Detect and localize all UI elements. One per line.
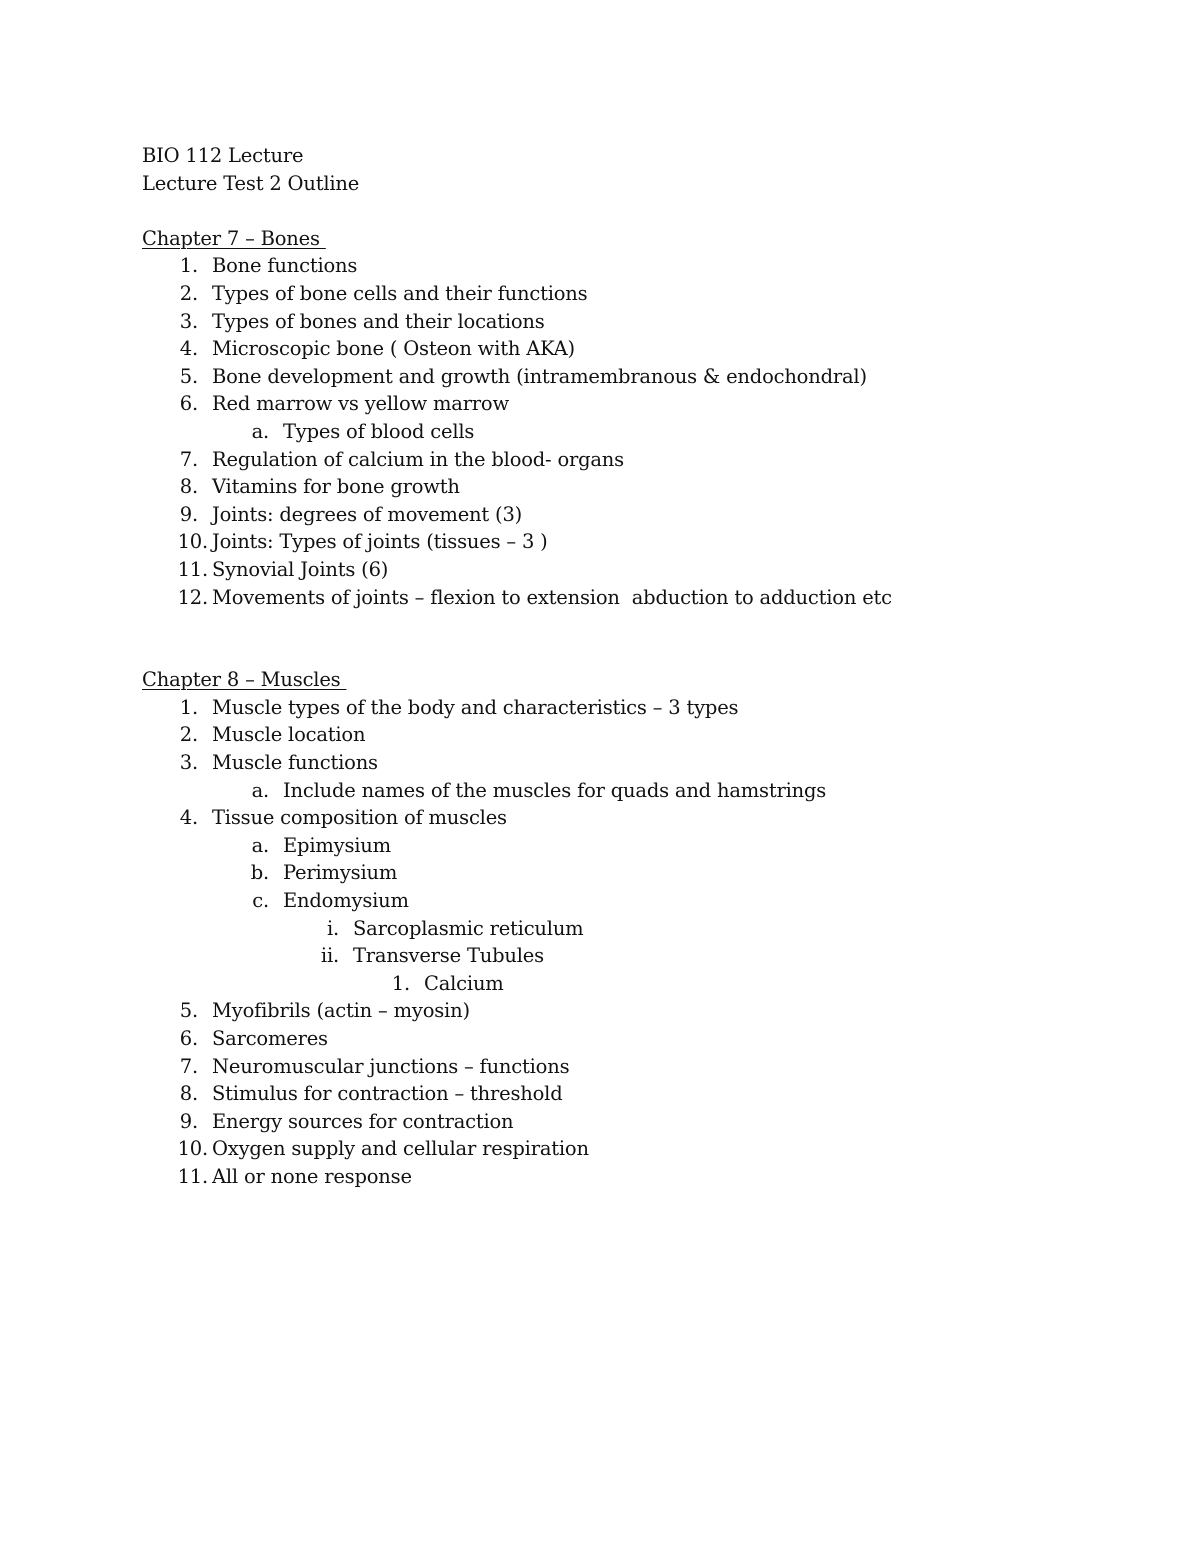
list-marker: ii. [320, 944, 339, 968]
list-marker: b. [250, 861, 269, 885]
list-marker: i. [326, 916, 339, 940]
list-item-text: Joints: Types of joints (tissues – 3 ) [212, 530, 548, 554]
list-item [142, 749, 1102, 777]
chapter-7-heading: Chapter 7 – Bones [142, 226, 326, 250]
list-item-text: Oxygen supply and cellular respiration [212, 1137, 589, 1161]
sub-list-item [142, 418, 1102, 446]
spacer [142, 611, 1102, 639]
list-marker: 3. [179, 309, 198, 333]
list-item-text: Synovial Joints (6) [212, 557, 389, 581]
list-item-text: Muscle location [212, 723, 366, 747]
list-item-text: Bone functions [212, 254, 358, 278]
list-item-text: Bone development and growth (intramembranous & endochondral) [212, 364, 867, 388]
list-marker: 6. [179, 1027, 198, 1050]
chapter-8-heading: Chapter 8 – Muscles [142, 668, 347, 692]
list-marker: 8. [179, 475, 198, 499]
course-title: BIO 112 Lecture [142, 144, 304, 167]
list-marker: 9. [179, 1109, 198, 1133]
list-item [142, 1025, 1102, 1053]
sub-sub-sub-list-item [142, 970, 1102, 998]
chapter-8-list [142, 694, 1102, 1191]
sub-list-item [142, 832, 1102, 860]
list-item-text: Types of blood cells [283, 419, 475, 443]
list-item [142, 308, 1102, 336]
list-marker: 1. [179, 695, 198, 719]
list-marker: 9. [179, 502, 198, 526]
list-item [142, 721, 1102, 749]
list-item [142, 1053, 1102, 1081]
list-item [142, 997, 1102, 1025]
list-item-text: Movements of joints – flexion to extension abduction to adduction etc [212, 585, 892, 609]
list-item-text: Include names of the muscles for quads and hamstrings [283, 778, 827, 802]
list-marker: c. [252, 889, 269, 913]
list-item-text: Red marrow vs yellow marrow [212, 392, 509, 416]
list-marker: 12. [177, 585, 208, 609]
list-item [142, 501, 1102, 529]
list-item-text: Perimysium [283, 861, 398, 885]
list-item-text: Vitamins for bone growth [212, 475, 460, 499]
list-item-text: Joints: degrees of movement (3) [212, 502, 523, 526]
list-marker: a. [251, 833, 269, 857]
list-item [142, 390, 1102, 418]
list-marker: 4. [179, 806, 198, 830]
list-marker: 11. [177, 1164, 208, 1188]
document-body [142, 142, 1102, 1191]
list-item-text: All or none response [212, 1164, 412, 1188]
list-item-text: Microscopic bone ( Osteon with AKA) [212, 337, 575, 361]
list-item-text: Sarcoplasmic reticulum [353, 916, 584, 940]
list-marker: 2. [179, 281, 198, 305]
list-item [142, 446, 1102, 474]
list-item [142, 1080, 1102, 1108]
spacer [142, 639, 1102, 667]
list-item-text: Myofibrils (actin – myosin) [212, 999, 470, 1023]
list-marker: 5. [179, 999, 198, 1023]
list-item-text: Endomysium [283, 889, 409, 913]
chapter-7-list [142, 252, 1102, 611]
list-marker: 3. [179, 751, 198, 775]
list-marker: a. [251, 419, 269, 443]
list-item [142, 804, 1102, 832]
spacer [142, 197, 1102, 225]
list-item-text: Calcium [424, 971, 504, 995]
list-marker: 7. [179, 1054, 198, 1078]
list-item [142, 473, 1102, 501]
list-item-text: Stimulus for contraction – threshold [212, 1082, 563, 1106]
list-item [142, 584, 1102, 612]
list-item [142, 528, 1102, 556]
list-item [142, 1163, 1102, 1191]
list-marker: 10. [177, 1137, 208, 1161]
list-item [142, 1108, 1102, 1136]
list-item [142, 252, 1102, 280]
list-item-text: Energy sources for contraction [212, 1109, 514, 1133]
list-marker: 2. [179, 723, 198, 747]
list-marker: 4. [179, 337, 198, 361]
list-item-text: Epimysium [283, 833, 391, 857]
list-item-text: Sarcomeres [212, 1027, 328, 1050]
list-item-text: Transverse Tubules [353, 944, 544, 968]
list-item-text: Tissue composition of muscles [212, 806, 507, 830]
outline-title: Lecture Test 2 Outline [142, 171, 360, 195]
list-item [142, 694, 1102, 722]
list-marker: 8. [179, 1082, 198, 1106]
list-item [142, 280, 1102, 308]
sub-sub-list-item [142, 942, 1102, 970]
sub-list-item [142, 887, 1102, 915]
list-item-text: Muscle functions [212, 751, 378, 775]
list-item-text: Types of bones and their locations [212, 309, 545, 333]
list-marker: 6. [179, 392, 198, 416]
list-item-text: Neuromuscular junctions – functions [212, 1054, 570, 1078]
list-marker: a. [251, 778, 269, 802]
list-marker: 10. [177, 530, 208, 554]
list-item [142, 1135, 1102, 1163]
sub-list-item [142, 777, 1102, 805]
sub-sub-list-item [142, 915, 1102, 943]
list-item [142, 363, 1102, 391]
list-item-text: Types of bone cells and their functions [212, 281, 588, 305]
list-marker: 11. [177, 557, 208, 581]
list-item [142, 556, 1102, 584]
list-marker: 1. [179, 254, 198, 278]
list-item [142, 335, 1102, 363]
list-marker: 7. [179, 447, 198, 471]
list-item-text: Muscle types of the body and characteristics – 3 types [212, 695, 739, 719]
list-marker: 1. [391, 971, 410, 995]
list-item-text: Regulation of calcium in the blood- organs [212, 447, 624, 471]
sub-list-item [142, 859, 1102, 887]
list-marker: 5. [179, 364, 198, 388]
